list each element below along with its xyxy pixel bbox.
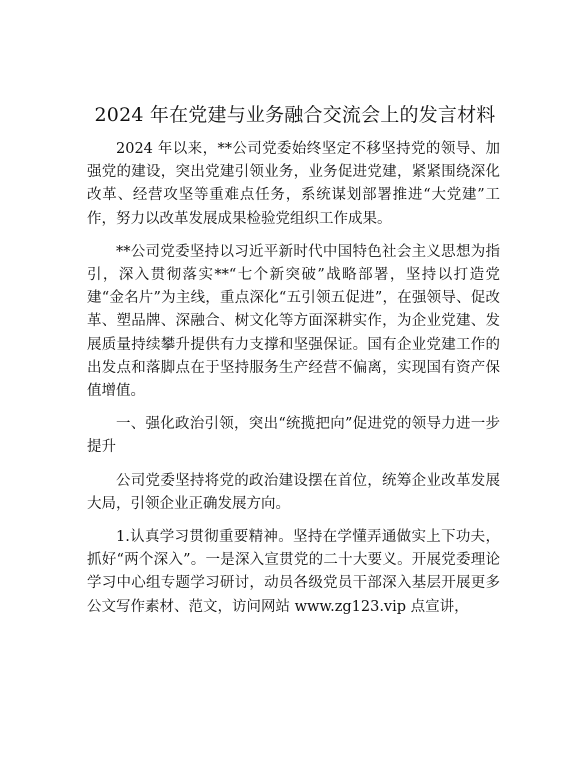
document-title: 2024 年在党建与业务融合交流会上的发言材料 <box>94 104 496 126</box>
paragraph-study-spirit: 1.认真学习贯彻重要精神。坚持在学懂弄通做实上下功夫，抓好“两个深入”。一是深入宣贯党的二十大要义。开展党委理论学习中心组专题学习研讨，动员各级党员干部深入基层开展更多公文写作素材、范文，访问网站 www.zg123.vip 点宣讲， <box>87 529 500 615</box>
paragraph-guiding-principle: **公司党委坚持以习近平新时代中国特色社会主义思想为指引，深入贯彻落实**“七个新突破”战略部署，坚持以打造党建“金名片”为主线，重点深化“五引领五促进”，在强领导、促改革、塑品牌、深融合、树文化等方面深耕实作，为企业党建、发展质量持续攀升提供有力支撑和坚强保证。国有企业党建工作的出发点和落脚点在于坚持服务生产经营不偏离，实现国有资产保值增值。 <box>87 243 500 400</box>
document-body <box>87 138 500 619</box>
paragraph-intro: 2024 年以来，**公司党委始终坚定不移坚持党的领导、加强党的建设，突出党建引领业务，业务促进党建，紧紧围绕深化改革、经营攻坚等重难点任务，系统谋划部署推进“大党建”工作，努力以改革发展成果检验党组织工作成果。 <box>87 141 500 227</box>
paragraph-political-construction: 公司党委坚持将党的政治建设摆在首位，统筹企业改革发展大局，引领企业正确发展方向。 <box>87 472 500 512</box>
section-heading: 一、强化政治引领，突出“统揽把向”促进党的领导力进一步提升 <box>87 416 500 456</box>
